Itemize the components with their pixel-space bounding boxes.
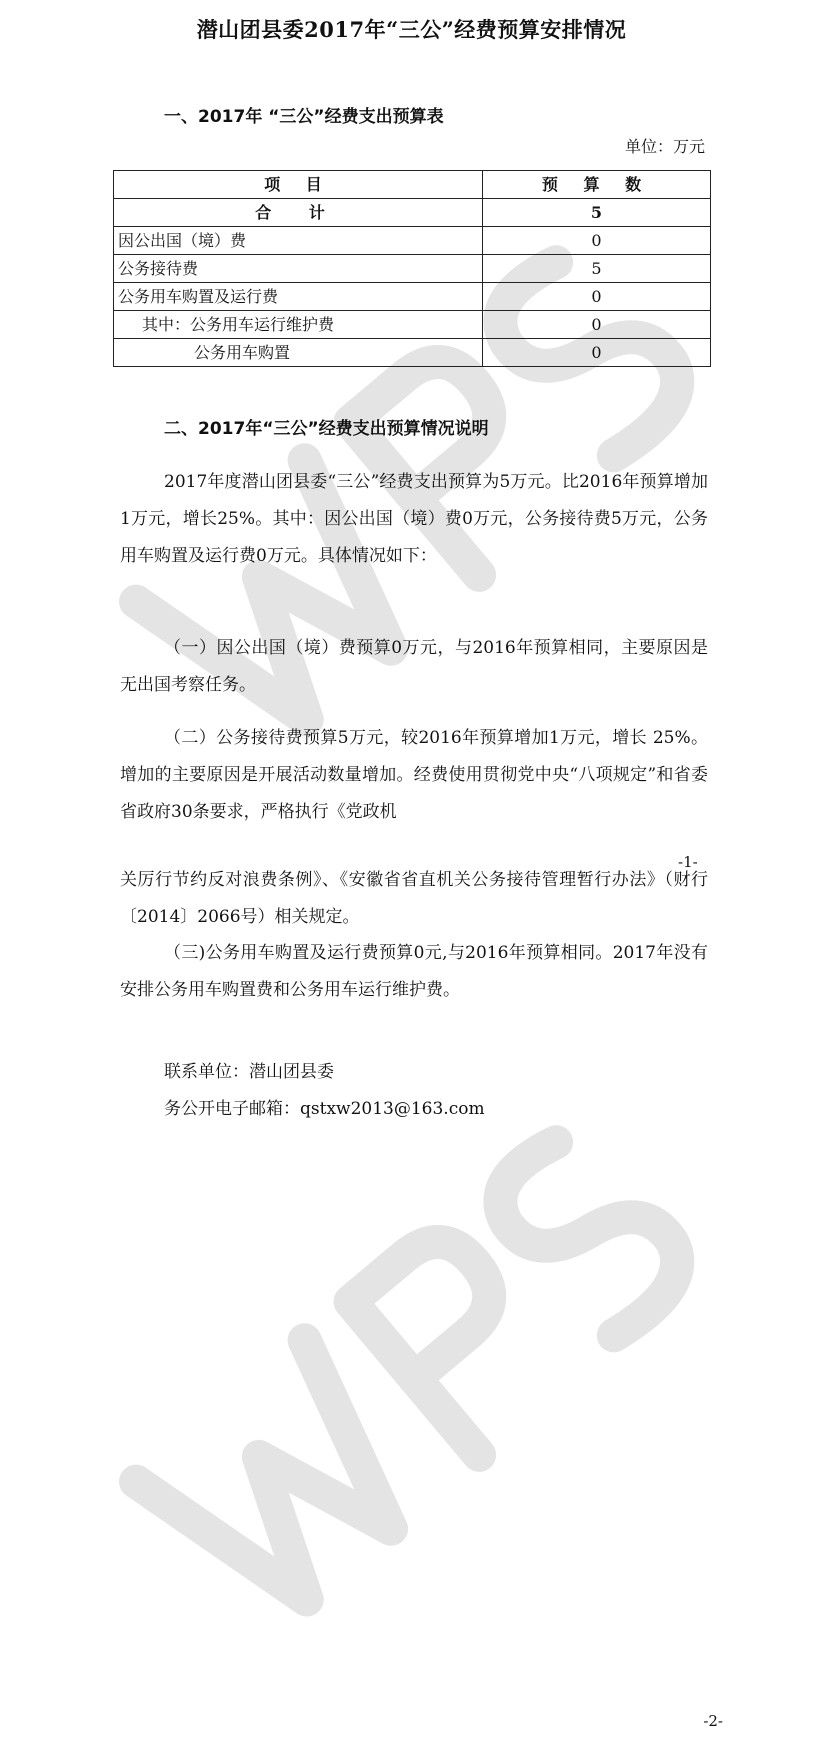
- section-heading-explanation: 二、2017年“三公”经费支出预算情况说明: [164, 419, 489, 439]
- column-header-budget: 预 算 数: [483, 171, 711, 199]
- table-row: [114, 283, 711, 311]
- row-item: 因公出国（境）费: [114, 227, 483, 255]
- column-header-item: 项 目: [114, 171, 483, 199]
- page-number-1: -1-: [678, 853, 698, 871]
- table-row: [114, 255, 711, 283]
- row-value: 0: [483, 339, 711, 367]
- table-row: [114, 339, 711, 367]
- row-value: 0: [483, 283, 711, 311]
- row-item: 公务接待费: [114, 255, 483, 283]
- document-title: 潜山团县委2017年“三公”经费预算安排情况: [196, 17, 627, 42]
- row-value: 5: [483, 255, 711, 283]
- table-row: [114, 311, 711, 339]
- table-row: [114, 227, 711, 255]
- row-value: 0: [483, 311, 711, 339]
- paragraph-reception: （二）公务接待费预算5万元，较2016年预算增加1万元，增长 25%。增加的主要原因是开展活动数量增加。经费使用贯彻党中央“八项规定”和省委省政府30条要求，严格执行《党政机: [120, 728, 708, 822]
- contact-unit: 联系单位：潜山团县委: [164, 1062, 334, 1082]
- contact-email: 务公开电子邮箱：qstxw2013@163.com: [164, 1099, 485, 1119]
- paragraph-reception-continued: 关厉行节约反对浪费条例》、《安徽省省直机关公务接待管理暂行办法》（财行〔2014〕2066号）相关规定。: [120, 870, 708, 927]
- unit-label: 单位：万元: [624, 137, 705, 156]
- paragraph-overseas: （一）因公出国（境）费预算0万元，与2016年预算相同，主要原因是无出国考察任务。: [120, 638, 708, 695]
- row-value: 5: [483, 199, 711, 227]
- row-item: 合 计: [114, 199, 483, 227]
- section-heading-budget-table: 一、2017年 “三公”经费支出预算表: [164, 107, 444, 127]
- budget-table: [113, 170, 711, 367]
- row-value: 0: [483, 227, 711, 255]
- paragraph-overview: 2017年度潜山团县委“三公”经费支出预算为5万元。比2016年预算增加1万元，增长25%。其中：因公出国（境）费0万元，公务接待费5万元，公务用车购置及运行费0万元。具体情况如下：: [120, 472, 708, 566]
- paragraph-vehicles: （三)公务用车购置及运行费预算0元,与2016年预算相同。2017年没有安排公务用车购置费和公务用车运行维护费。: [120, 943, 708, 1000]
- table-row-total: [114, 199, 711, 227]
- row-item: 其中：公务用车运行维护费: [114, 311, 483, 339]
- page-number-2: -2-: [703, 1712, 723, 1730]
- row-item: 公务用车购置及运行费: [114, 283, 483, 311]
- row-item: 公务用车购置: [114, 339, 483, 367]
- table-header-row: [114, 171, 711, 199]
